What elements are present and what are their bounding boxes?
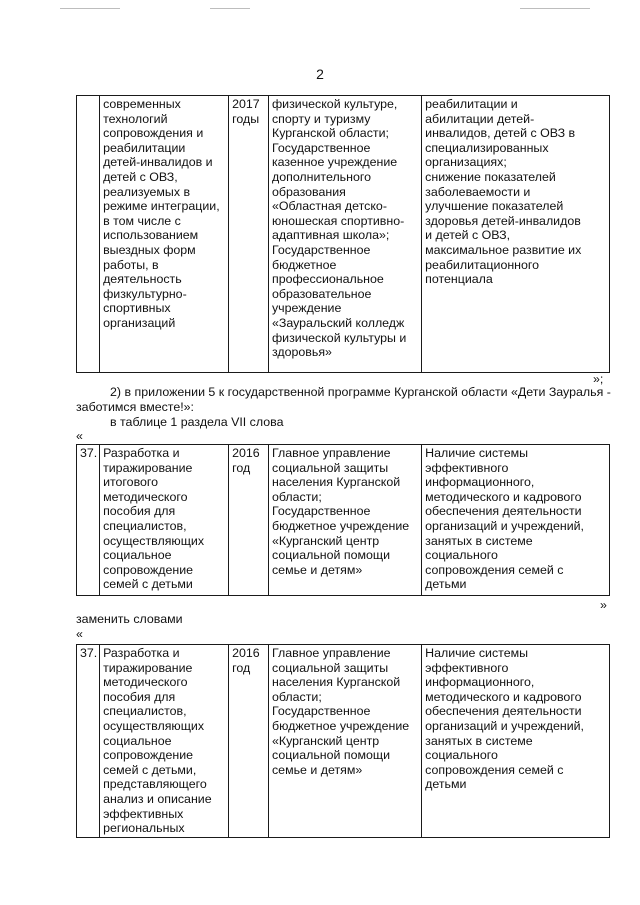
program-table-new-words	[76, 644, 610, 838]
replace-with-text: заменить словами	[76, 612, 183, 626]
cell-year: 2016 год	[229, 645, 269, 838]
table-row	[77, 645, 610, 838]
cell-expected-result: реабилитации и абилитации детей- инвалидов, детей с ОВЗ в специализированных организациях; снижение показателей заболеваемости и улучшение показателей здоровья детей-инвалидов и детей с ОВЗ, максимальное развитие их реабилитационного потенциала	[422, 96, 610, 373]
cell-expected-result: Наличие системы эффективного информационного, методического и кадрового обеспечения деятельности организаций и учреждений, занятых в системе социального сопровождения семей с детьми	[422, 445, 610, 596]
cell-number: 37.	[77, 445, 100, 596]
cell-expected-result: Наличие системы эффективного информационного, методического и кадрового обеспечения деятельности организаций и учреждений, занятых в системе социального сопровождения семей с детьми	[422, 645, 610, 838]
opening-quote: «	[76, 429, 83, 443]
cell-executors: физической культуре, спорту и туризму Курганской области; Государственное казенное учреждение дополнительного образования «Областная детско- юношеская спортивно- адаптивная школа»; Государственное бюджетное профессиональное образовательное учреждение «Зауральский колледж физической культуры и здоровья»	[268, 96, 421, 373]
program-table-continuation	[76, 95, 610, 373]
page-number: 2	[316, 66, 324, 82]
scan-artifact	[210, 8, 250, 9]
closing-quote: »	[600, 598, 607, 612]
cell-year: 2016 год	[229, 445, 269, 596]
amendment-paragraph-line-3: в таблице 1 раздела VII слова	[110, 415, 284, 429]
scan-artifact	[60, 8, 120, 9]
cell-executors: Главное управление социальной защиты населения Курганской области; Государственное бюджетное учреждение «Курганский центр социальной помощи семье и детям»	[268, 445, 421, 596]
cell-measure-name: Разработка и тиражирование итогового методического пособия для специалистов, осуществляющих социальное сопровождение семей с детьми	[100, 445, 229, 596]
cell-number: 37.	[77, 645, 100, 838]
table-row	[77, 96, 610, 373]
cell-number	[77, 96, 100, 373]
program-table-old-words	[76, 444, 610, 596]
closing-quote: »;	[593, 372, 604, 386]
cell-executors: Главное управление социальной защиты населения Курганской области; Государственное бюджетное учреждение «Курганский центр социальной помощи семье и детям»	[268, 645, 421, 838]
scan-artifact	[520, 8, 590, 9]
amendment-paragraph-line-1: 2) в приложении 5 к государственной программе Курганской области «Дети Зауралья -	[110, 385, 611, 399]
cell-year: 2017 годы	[229, 96, 269, 373]
opening-quote: «	[76, 627, 83, 641]
table-row	[77, 445, 610, 596]
cell-measure-name: Разработка и тиражирование методического пособия для специалистов, осуществляющих социальное сопровождение семей с детьми, представляющего анализ и описание эффективных региональных	[100, 645, 229, 838]
cell-measure-name: современных технологий сопровождения и реабилитации детей-инвалидов и детей с ОВЗ, реализуемых в режиме интеграции, в том числе с использованием выездных форм работы, в деятельность физкультурно- спортивных организаций	[100, 96, 229, 373]
amendment-paragraph-line-2: заботимся вместе!»:	[76, 400, 195, 414]
